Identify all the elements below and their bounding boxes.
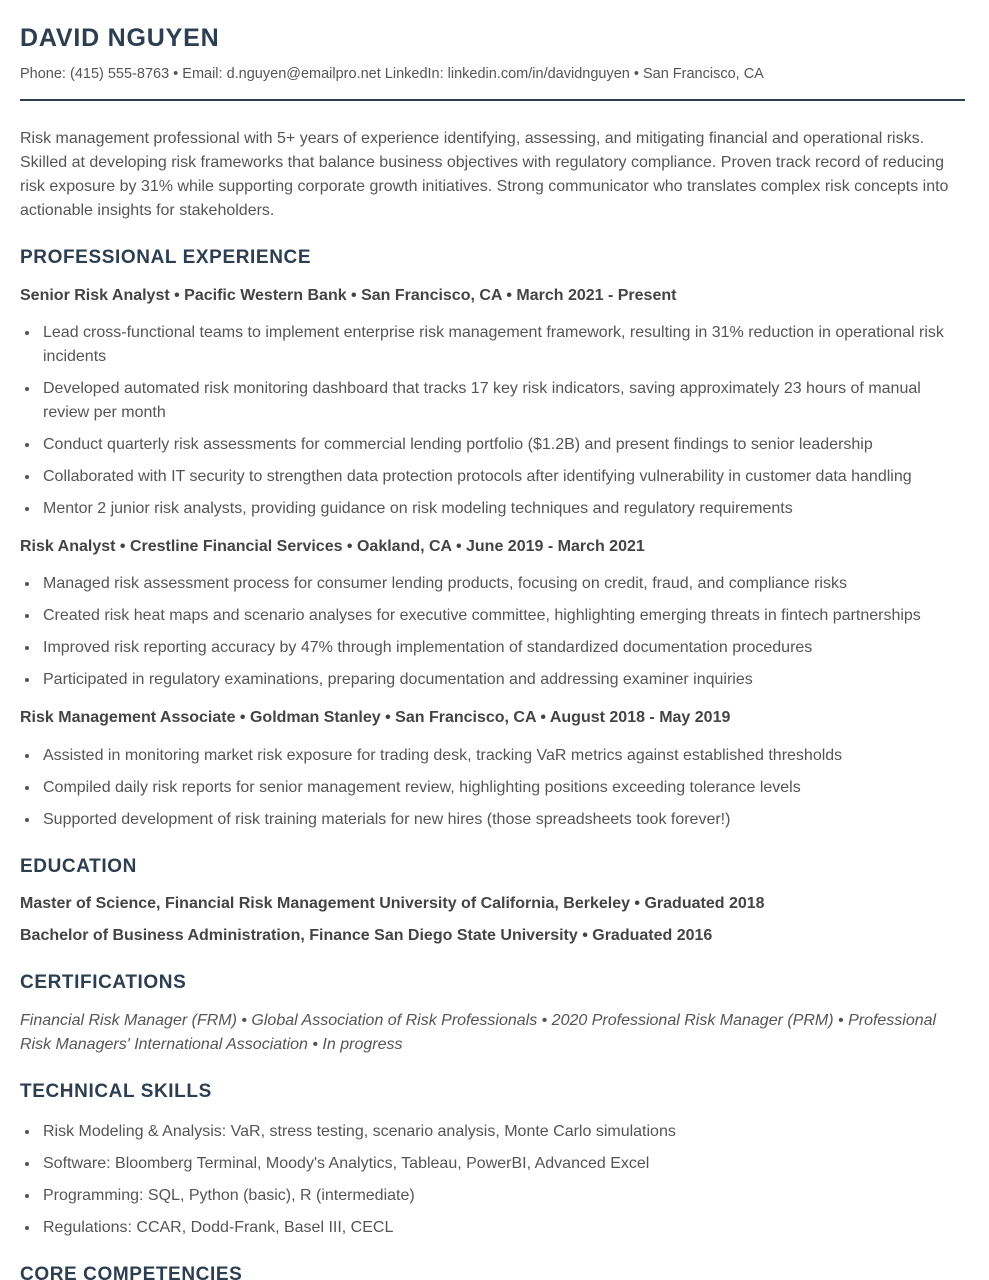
bullet-item: • Developed automated risk monitoring dashboard that tracks 17 key risk indicators, saving approximately 23 hours of manual review per month bbox=[40, 377, 965, 425]
section-certifications bbox=[20, 972, 965, 1057]
job-bullet-list bbox=[20, 744, 965, 832]
education-entry: Bachelor of Business Administration, Finance San Diego State University • Graduated 2016 bbox=[20, 927, 713, 945]
resume-header bbox=[20, 24, 965, 101]
section-heading-core-competencies: CORE COMPETENCIES bbox=[20, 1263, 243, 1280]
job-entry bbox=[20, 286, 965, 521]
section-experience bbox=[20, 247, 965, 831]
bullet-item: • Collaborated with IT security to strengthen data protection protocols after identifying vulnerability in customer data handling bbox=[40, 465, 965, 489]
bullet-item: • Assisted in monitoring market risk exposure for trading desk, tracking VaR metrics against established thresholds bbox=[40, 744, 965, 768]
bullet-item: • Lead cross-functional teams to implement enterprise risk management framework, resulting in 31% reduction in operational risk incidents bbox=[40, 321, 965, 369]
section-technical-skills bbox=[20, 1081, 965, 1240]
certifications-text: Financial Risk Manager (FRM) • Global Association of Risk Professionals • 2020 Professional Risk Manager (PRM) • Professional Risk Managers' International Association • In progress bbox=[20, 1012, 937, 1054]
section-core-competencies bbox=[20, 1264, 965, 1280]
bullet-item: • Mentor 2 junior risk analysts, providing guidance on risk modeling techniques and regulatory requirements bbox=[40, 497, 965, 521]
bullet-item: • Supported development of risk training materials for new hires (those spreadsheets took forever!) bbox=[40, 808, 965, 832]
education-entry: Master of Science, Financial Risk Management University of California, Berkeley • Graduated 2018 bbox=[20, 895, 765, 913]
job-title: Senior Risk Analyst • Pacific Western Bank • San Francisco, CA • March 2021 - Present bbox=[20, 286, 677, 304]
job-bullet-list bbox=[20, 572, 965, 692]
summary-text: Risk management professional with 5+ years of experience identifying, assessing, and mitigating financial and operational risks. Skilled at developing risk frameworks that balance business objectives with regulatory compliance. Proven track record of reducing risk exposure by 31% while supporting corporate growth initiatives. Strong communicator who translates complex risk concepts into actionable insights for stakeholders. bbox=[20, 130, 949, 220]
job-bullet-list bbox=[20, 321, 965, 521]
job-entry bbox=[20, 708, 965, 831]
bullet-item: • Regulations: CCAR, Dodd-Frank, Basel III, CECL bbox=[40, 1216, 965, 1240]
bullet-item: • Improved risk reporting accuracy by 47% through implementation of standardized documentation procedures bbox=[40, 636, 965, 660]
section-heading-education: EDUCATION bbox=[20, 855, 137, 877]
skills-bullet-list bbox=[20, 1120, 965, 1240]
bullet-item: • Programming: SQL, Python (basic), R (intermediate) bbox=[40, 1184, 965, 1208]
section-education bbox=[20, 856, 965, 949]
section-heading-technical-skills: TECHNICAL SKILLS bbox=[20, 1081, 212, 1103]
bullet-item: • Managed risk assessment process for consumer lending products, focusing on credit, fraud, and compliance risks bbox=[40, 572, 965, 596]
bullet-item: • Conduct quarterly risk assessments for commercial lending portfolio ($1.2B) and present findings to senior leadership bbox=[40, 433, 965, 457]
header-divider bbox=[20, 99, 965, 101]
bullet-item: • Participated in regulatory examinations, preparing documentation and addressing examiner inquiries bbox=[40, 668, 965, 692]
candidate-name: DAVID NGUYEN bbox=[20, 24, 220, 52]
contact-line: Phone: (415) 555-8763 • Email: d.nguyen@emailpro.net LinkedIn: linkedin.com/in/davidnguyen • San Francisco, CA bbox=[20, 65, 764, 82]
bullet-item: • Risk Modeling & Analysis: VaR, stress testing, scenario analysis, Monte Carlo simulations bbox=[40, 1120, 965, 1144]
bullet-item: • Compiled daily risk reports for senior management review, highlighting positions exceeding tolerance levels bbox=[40, 776, 965, 800]
job-entry bbox=[20, 537, 965, 692]
bullet-item: • Created risk heat maps and scenario analyses for executive committee, highlighting emerging threats in fintech partnerships bbox=[40, 604, 965, 628]
section-heading-experience: PROFESSIONAL EXPERIENCE bbox=[20, 247, 312, 269]
bullet-item: • Software: Bloomberg Terminal, Moody's Analytics, Tableau, PowerBI, Advanced Excel bbox=[40, 1152, 965, 1176]
section-heading-certifications: CERTIFICATIONS bbox=[20, 972, 187, 994]
job-title: Risk Management Associate • Goldman Stanley • San Francisco, CA • August 2018 - May 2019 bbox=[20, 709, 731, 727]
job-title: Risk Analyst • Crestline Financial Services • Oakland, CA • June 2019 - March 2021 bbox=[20, 538, 645, 556]
